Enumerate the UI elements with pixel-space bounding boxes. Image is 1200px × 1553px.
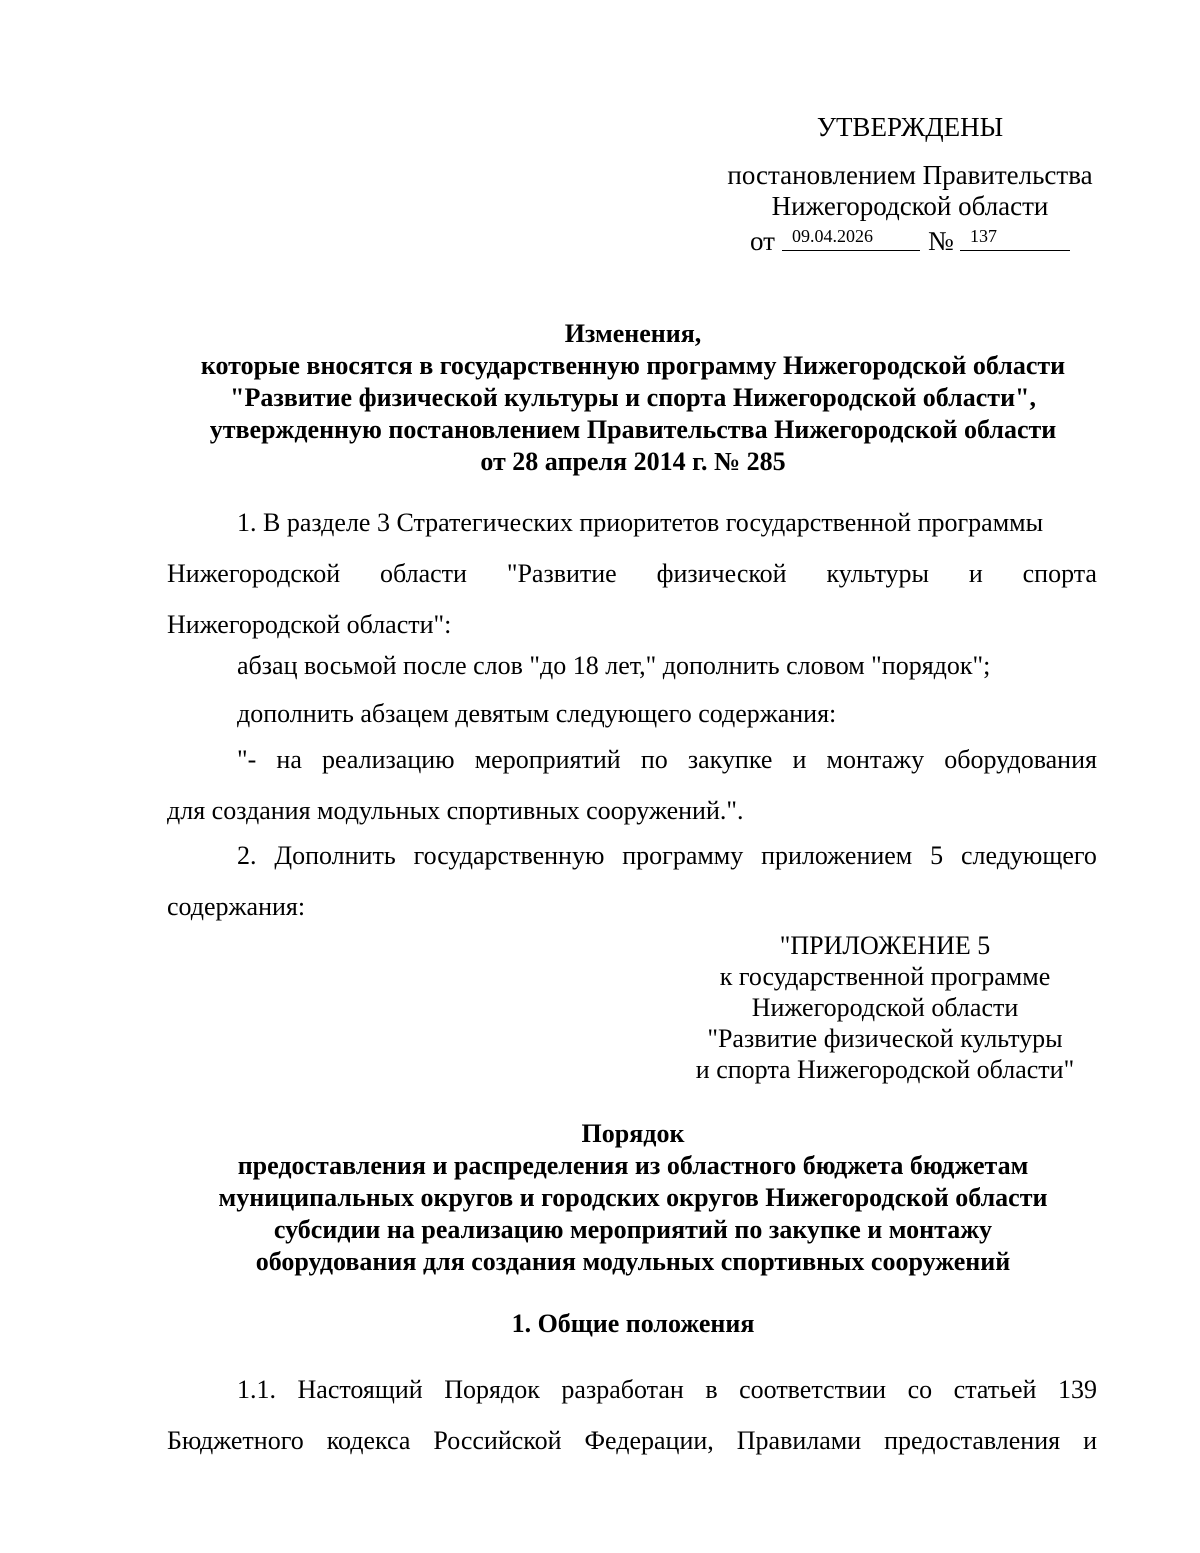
word: Правилами (736, 1426, 862, 1455)
word: приложением (761, 841, 913, 870)
word: государственную (413, 841, 605, 870)
word: физической (656, 559, 787, 588)
word: 2. (237, 841, 257, 870)
word: спорта (1022, 559, 1097, 588)
paragraph-1 (167, 497, 1097, 650)
paragraph-line: абзац восьмой после слов "до 18 лет," дополнить словом "порядок"; (237, 651, 991, 680)
word: разработан (561, 1375, 684, 1404)
paragraph-quote (167, 734, 1097, 836)
approval-date-line (750, 224, 1080, 254)
appendix-line: и спорта Нижегородской области" (695, 1055, 1075, 1084)
changes-title (100, 318, 1166, 478)
word: по (640, 745, 668, 774)
word: "Развитие (506, 559, 617, 588)
word: оборудования (944, 745, 1097, 774)
approval-authority (700, 160, 1120, 222)
paragraph-abzac-9 (167, 688, 1097, 739)
word: "- (237, 745, 257, 774)
word: в (705, 1375, 718, 1404)
title-line: Порядок (581, 1119, 685, 1148)
word: Нижегородской (167, 559, 341, 588)
word: Российской (433, 1426, 562, 1455)
word: статьей (953, 1375, 1037, 1404)
appendix-line: к государственной программе (719, 962, 1051, 991)
word: 5 (930, 841, 944, 870)
approval-date-field: 09.04.2026 (782, 224, 920, 251)
date-prefix: от (750, 226, 775, 256)
word: мероприятий (474, 745, 621, 774)
appendix-header (660, 930, 1110, 1085)
paragraph-line: 1. В разделе 3 Стратегических приоритетов государственной программы (237, 508, 1044, 537)
word: предоставления (884, 1426, 1061, 1455)
approval-number-field: 137 (960, 224, 1070, 251)
order-title (100, 1118, 1166, 1278)
word: соответствии (739, 1375, 887, 1404)
word: Порядок (444, 1375, 540, 1404)
word: программу (622, 841, 744, 870)
word: Настоящий (297, 1375, 423, 1404)
appendix-line: "Развитие физической культуры (707, 1024, 1063, 1053)
approval-title: УТВЕРЖДЕНЫ (816, 112, 1004, 142)
word: и (792, 745, 807, 774)
word: на (276, 745, 302, 774)
appendix-line: "ПРИЛОЖЕНИЕ 5 (779, 931, 991, 960)
paragraph-line: дополнить абзацем девятым следующего содержания: (237, 699, 837, 728)
word: следующего (960, 841, 1097, 870)
word: закупке (687, 745, 773, 774)
title-line: оборудования для создания модульных спортивных сооружений (255, 1247, 1011, 1276)
paragraph-2 (167, 830, 1097, 932)
number-prefix: № (928, 226, 954, 256)
paragraph-line-justified (167, 734, 1097, 785)
paragraph-line: для создания модульных спортивных сооружений.". (167, 796, 744, 825)
paragraph-line-justified (167, 1364, 1097, 1415)
title-line: "Развитие физической культуры и спорта Нижегородской области", (230, 383, 1036, 412)
title-line: Изменения, (564, 319, 702, 348)
paragraph-line-justified (167, 830, 1097, 881)
title-line: от 28 апреля 2014 г. № 285 (480, 447, 786, 476)
approval-line: Нижегородской области (771, 191, 1049, 221)
paragraph-line: содержания: (167, 892, 306, 921)
title-line: которые вносятся в государственную программу Нижегородской области (200, 351, 1066, 380)
word: реализацию (322, 745, 455, 774)
word: Бюджетного (167, 1426, 304, 1455)
word: 139 (1057, 1375, 1097, 1404)
paragraph-abzac-8 (167, 640, 1097, 691)
approval-line: постановлением Правительства (727, 160, 1093, 190)
paragraph-1-1 (167, 1364, 1097, 1466)
word: 1.1. (237, 1375, 276, 1404)
title-line: утвержденную постановлением Правительства Нижегородской области (209, 415, 1057, 444)
word: и (968, 559, 983, 588)
paragraph-line-justified (167, 548, 1097, 599)
word: и (1083, 1426, 1097, 1455)
appendix-line: Нижегородской области (751, 993, 1019, 1022)
word: Дополнить (274, 841, 396, 870)
paragraph-line: Нижегородской области": (167, 610, 452, 639)
word: со (907, 1375, 933, 1404)
title-line: муниципальных округов и городских округов Нижегородской области (218, 1183, 1048, 1212)
word: области (380, 559, 467, 588)
word: монтажу (826, 745, 925, 774)
title-line: предоставления и распределения из областного бюджета бюджетам (237, 1151, 1029, 1180)
paragraph-line-justified (167, 1415, 1097, 1466)
word: Федерации, (584, 1426, 714, 1455)
section-1-title: 1. Общие положения (511, 1309, 755, 1338)
word: культуры (826, 559, 929, 588)
word: кодекса (326, 1426, 411, 1455)
title-line: субсидии на реализацию мероприятий по закупке и монтажу (273, 1215, 993, 1244)
